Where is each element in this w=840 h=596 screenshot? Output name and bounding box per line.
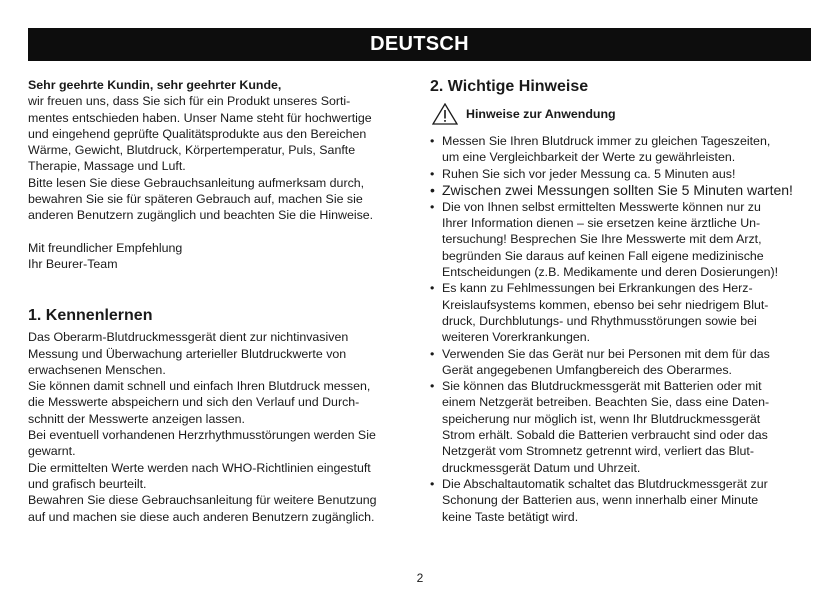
hint-item: [430, 166, 815, 182]
language-banner: [28, 28, 811, 61]
hint-item: [430, 476, 815, 525]
subheading-row: [432, 103, 815, 125]
warning-triangle-icon: [432, 103, 458, 125]
hint-text: Die von Ihnen selbst ermittelten Messwerte können nur zu Ihrer Information dienen – sie ersetzen keine ärztliche Un- tersuchung! Besprechen Sie Ihre Messwerte mit dem Arzt, begründen Sie daraus auf keinen Fall eigene medizinische Entscheidungen (z.B. Medikamente und deren Dosierungen)!: [442, 199, 779, 280]
hint-list: [430, 133, 815, 525]
section-2-heading: 2. Wichtige Hinweise: [430, 78, 589, 95]
banner-title: DEUTSCH: [370, 33, 469, 55]
subheading: Hinweise zur Anwendung: [466, 107, 616, 121]
bullet-marker: •: [430, 134, 435, 148]
hint-text: Sie können das Blutdruckmessgerät mit Batterien oder mit einem Netzgerät betreiben. Beachten Sie, dass eine Daten- speicherung nur möglich ist, wenn Ihr Blutdruckmessgerät Strom erhält. Sobald die Batterien verbraucht sind oder das Netzgerät vom Stromnetz getrennt wird, verliert das Blut- druckmessgerät Datum und Uhrzeit.: [442, 379, 770, 475]
hint-item: [430, 133, 815, 166]
bullet-marker: •: [430, 379, 435, 394]
section-1-heading: 1. Kennenlernen: [28, 307, 153, 325]
signoff: Mit freundlicher Empfehlung Ihr Beurer-Team: [28, 240, 183, 271]
bullet-marker: •: [430, 346, 435, 361]
hint-item: [430, 346, 815, 379]
hint-item: [430, 280, 815, 345]
left-column: [28, 77, 408, 525]
hint-text: Die Abschaltautomatik schaltet das Blutdruckmessgerät zur Schonung der Batterien aus, wenn innerhalb einer Minute keine Taste betätigt wird.: [442, 476, 768, 524]
hint-text: Messen Sie Ihren Blutdruck immer zu gleichen Tageszeiten, um eine Vergleichbarkeit der Werte zu gewährleisten.: [442, 134, 771, 165]
hint-text: Verwenden Sie das Gerät nur bei Personen mit dem für das Gerät angegebenen Umfangbereich des Oberarmes.: [442, 346, 770, 377]
bullet-marker: •: [430, 166, 435, 181]
hint-text: Es kann zu Fehlmessungen bei Erkrankungen des Herz- Kreislaufsystems kommen, ebenso bei sehr niedrigem Blut- druck, Durchblutungs- und Rhythmusstörungen sowie bei weiteren Vorerkrankungen.: [442, 281, 769, 345]
bullet-marker: •: [430, 181, 435, 198]
hint-item: [430, 378, 815, 476]
intro-paragraph: wir freuen uns, dass Sie sich für ein Produkt unseres Sorti- mentes entschieden haben. Unser Name steht für hochwertige und eingehend geprüfte Qualitätsprodukte aus den Bereichen Wärme, Gewicht, Blutdruck, Körpertemperatur, Puls, Sanfte Therapie, Massage und Luft. Bitte lesen Sie diese Gebrauchsanleitung aufmerksam durch, bewahren Sie sie für späteren Gebrauch auf, machen Sie sie anderen Benutzern zugänglich und beachten Sie die Hinweise.: [28, 94, 374, 223]
hint-text: Ruhen Sie sich vor jeder Messung ca. 5 Minuten aus!: [442, 166, 736, 181]
right-column: [430, 77, 815, 525]
hint-item: [430, 199, 815, 280]
bullet-marker: •: [430, 281, 435, 296]
greeting: Sehr geehrte Kundin, sehr geehrter Kunde,: [28, 78, 282, 92]
hint-item: [430, 182, 815, 199]
section-1-body: Das Oberarm-Blutdruckmessgerät dient zur nichtinvasiven Messung und Überwachung arterieller Blutdruckwerte von erwachsenen Menschen. Sie können damit schnell und einfach Ihren Blutdruck messen, die Messwerte abspeichern und sich den Verlauf und Durch- schnitt der Messwerte anzeigen lassen. Bei eventuell vorhandenen Herzrhythmusstörungen werden Sie gewarnt. Die ermittelten Werte werden nach WHO-Richtlinien eingestuft und grafisch beurteilt. Bewahren Sie diese Gebrauchsanleitung für weitere Benutzung auf und machen sie diese auch anderen Benutzern zugänglich.: [28, 330, 377, 524]
hint-text: Zwischen zwei Messungen sollten Sie 5 Minuten warten!: [442, 181, 793, 198]
bullet-marker: •: [430, 476, 435, 491]
page-number: 2: [416, 571, 424, 585]
bullet-marker: •: [430, 199, 435, 214]
